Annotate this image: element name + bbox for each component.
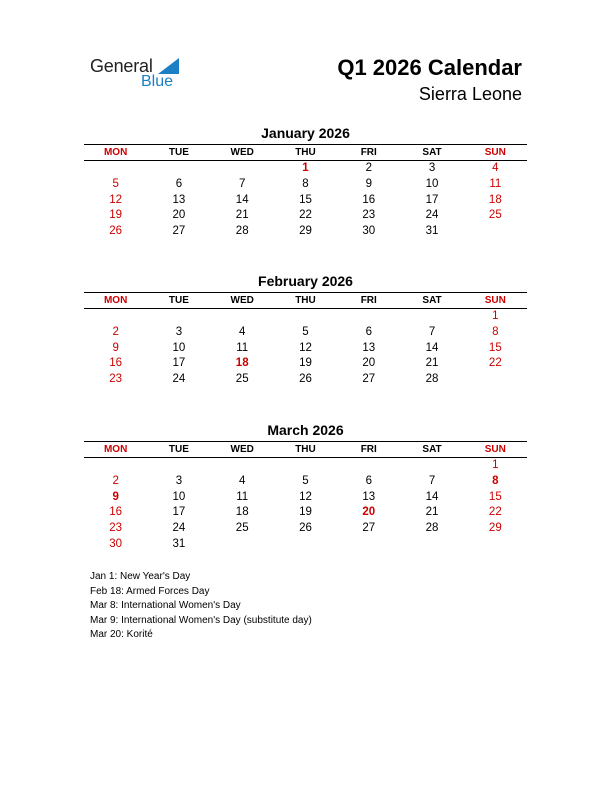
day-cell: 16: [109, 357, 123, 370]
day-cell: 4: [492, 162, 499, 174]
day-cell: 6: [175, 177, 183, 190]
day-cell: 16: [362, 193, 376, 206]
month-january: [84, 124, 527, 240]
empty-cell: [84, 458, 147, 474]
day-cell: 19: [109, 209, 123, 222]
day-cell: 11: [236, 341, 249, 354]
empty-cell: [84, 161, 147, 177]
day-cell: 4: [239, 474, 246, 487]
month-title: January 2026: [261, 125, 350, 141]
day-cell: 25: [235, 373, 249, 386]
holiday-item: Mar 8: International Women's Day: [90, 600, 241, 611]
weekday-label: SAT: [422, 444, 442, 455]
day-cell: 20: [362, 357, 376, 370]
weekday-label: FRI: [360, 147, 377, 158]
day-cell: 11: [489, 177, 502, 190]
empty-cell: [337, 309, 400, 325]
empty-cell: [274, 537, 337, 553]
week-row: [84, 208, 527, 224]
week-row: [84, 372, 527, 388]
holiday-list: [90, 570, 312, 643]
week-row: [84, 177, 527, 193]
day-cell: 6: [365, 325, 372, 338]
weekday-label: MON: [103, 147, 128, 158]
day-cell: 23: [109, 373, 123, 386]
week-row: [84, 356, 527, 372]
logo-blue-text: Blue: [141, 73, 174, 90]
day-cell: 24: [425, 209, 439, 222]
week-row: [84, 490, 527, 506]
day-cell: 21: [425, 506, 439, 519]
page-subtitle: Sierra Leone: [418, 84, 522, 104]
week-row: [84, 224, 527, 240]
weekday-header: [84, 292, 527, 309]
day-cell: 30: [362, 225, 376, 238]
day-cell: 18: [488, 193, 502, 206]
day-cell: 3: [428, 162, 436, 174]
page-title: Q1 2026 Calendar: [337, 55, 522, 80]
month-title: February 2026: [258, 273, 353, 289]
logo-general-text: General: [90, 56, 153, 76]
day-cell: 26: [109, 225, 123, 238]
day-cell: 27: [362, 522, 376, 535]
empty-cell: [84, 309, 147, 325]
holiday-item: Mar 9: International Women's Day (substitute day): [90, 614, 312, 626]
weekday-label: SUN: [484, 295, 506, 306]
day-cell: 20: [362, 506, 376, 519]
day-cell: 21: [235, 209, 249, 222]
empty-cell: [337, 537, 400, 553]
week-row: [84, 474, 527, 490]
day-cell: 15: [299, 193, 312, 206]
day-cell: 5: [302, 325, 309, 338]
day-cell: 22: [488, 357, 502, 370]
day-cell: 26: [299, 373, 312, 386]
week-row: [84, 193, 527, 209]
day-cell: 24: [172, 373, 186, 386]
day-cell: 12: [109, 193, 123, 206]
day-cell: 30: [109, 537, 123, 550]
day-cell: 4: [239, 325, 246, 338]
day-cell: 28: [235, 225, 249, 238]
weekday-label: TUE: [168, 147, 189, 158]
day-cell: 25: [235, 522, 249, 535]
weekday-label: WED: [230, 295, 254, 306]
weekday-label: TUE: [168, 444, 189, 455]
day-cell: 12: [299, 490, 312, 503]
empty-cell: [211, 537, 274, 553]
weekday-label: THU: [295, 444, 316, 455]
day-cell: 9: [365, 177, 372, 190]
day-cell: 11: [236, 490, 249, 503]
empty-cell: [400, 537, 463, 553]
day-cell: 7: [428, 474, 436, 487]
week-row: [84, 521, 527, 537]
day-cell: 31: [172, 537, 186, 550]
empty-cell: [464, 372, 527, 388]
day-cell: 17: [425, 193, 439, 206]
empty-cell: [211, 309, 274, 325]
day-cell: 2: [112, 474, 119, 487]
day-cell: 9: [112, 490, 119, 503]
weekday-label: SUN: [484, 147, 506, 158]
empty-cell: [274, 309, 337, 325]
weekday-label: SUN: [484, 444, 506, 455]
empty-cell: [464, 537, 527, 553]
day-cell: 15: [488, 341, 502, 354]
empty-cell: [147, 458, 210, 474]
month-february: [84, 272, 527, 388]
day-cell: 8: [492, 325, 499, 338]
week-row: [84, 325, 527, 341]
day-cell: 7: [239, 177, 246, 190]
day-cell: 1: [492, 459, 499, 471]
day-cell: 10: [172, 490, 186, 503]
day-cell: 9: [112, 341, 119, 354]
weekday-label: THU: [295, 295, 316, 306]
day-cell: 29: [488, 522, 502, 535]
day-cell: 10: [172, 341, 186, 354]
week-row: [84, 505, 527, 521]
day-cell: 23: [109, 522, 123, 535]
day-cell: 21: [425, 357, 439, 370]
week-row: [84, 309, 527, 325]
holiday-item: Mar 20: Korité: [90, 629, 153, 640]
brand-logo: [90, 56, 200, 96]
day-cell: 6: [365, 474, 372, 487]
empty-cell: [337, 458, 400, 474]
week-row: [84, 458, 527, 474]
weekday-label: MON: [103, 444, 128, 455]
day-cell: 3: [175, 325, 183, 338]
day-cell: 13: [362, 490, 376, 503]
day-cell: 5: [302, 474, 309, 487]
weekday-header: [84, 441, 527, 458]
day-cell: 14: [425, 341, 439, 354]
day-cell: 28: [425, 522, 439, 535]
day-cell: 19: [299, 506, 312, 519]
empty-cell: [147, 161, 210, 177]
day-cell: 19: [299, 357, 312, 370]
day-cell: 28: [425, 373, 439, 386]
day-cell: 18: [235, 506, 249, 519]
day-cell: 20: [172, 209, 186, 222]
day-cell: 8: [492, 474, 499, 487]
day-cell: 24: [172, 522, 186, 535]
day-cell: 2: [365, 162, 372, 174]
day-cell: 15: [488, 490, 502, 503]
day-cell: 3: [175, 474, 183, 487]
empty-cell: [464, 224, 527, 240]
day-cell: 13: [362, 341, 376, 354]
day-cell: 1: [302, 162, 309, 174]
day-cell: 22: [488, 506, 502, 519]
day-cell: 13: [172, 193, 186, 206]
day-cell: 1: [492, 310, 499, 322]
weekday-label: FRI: [360, 444, 377, 455]
empty-cell: [274, 458, 337, 474]
empty-cell: [211, 458, 274, 474]
week-row: [84, 537, 527, 553]
weekday-label: TUE: [168, 295, 189, 306]
logo-triangle-icon: [158, 58, 179, 74]
month-title: March 2026: [267, 422, 344, 438]
holiday-item: Feb 18: Armed Forces Day: [90, 585, 210, 597]
day-cell: 17: [172, 506, 186, 519]
day-cell: 10: [425, 177, 439, 190]
empty-cell: [400, 458, 463, 474]
day-cell: 31: [425, 225, 439, 238]
day-cell: 23: [362, 209, 376, 222]
empty-cell: [400, 309, 463, 325]
weekday-label: SAT: [422, 147, 442, 158]
day-cell: 16: [109, 506, 123, 519]
holiday-item: Jan 1: New Year's Day: [90, 571, 191, 582]
empty-cell: [147, 309, 210, 325]
day-cell: 7: [428, 325, 436, 338]
day-cell: 12: [299, 341, 312, 354]
week-row: [84, 161, 527, 177]
weekday-label: WED: [230, 444, 254, 455]
empty-cell: [211, 161, 274, 177]
day-cell: 22: [299, 209, 312, 222]
weekday-label: WED: [230, 147, 254, 158]
weekday-label: SAT: [422, 295, 442, 306]
day-cell: 29: [299, 225, 312, 238]
day-cell: 25: [488, 209, 502, 222]
day-cell: 27: [172, 225, 186, 238]
weekday-header: [84, 144, 527, 161]
weekday-label: MON: [103, 295, 128, 306]
week-row: [84, 341, 527, 357]
day-cell: 17: [172, 357, 186, 370]
day-cell: 18: [235, 357, 249, 370]
day-cell: 8: [302, 177, 309, 190]
day-cell: 27: [362, 373, 376, 386]
day-cell: 5: [112, 177, 119, 190]
weekday-label: THU: [295, 147, 316, 158]
month-march: [84, 421, 527, 553]
weekday-label: FRI: [360, 295, 377, 306]
day-cell: 2: [112, 325, 119, 338]
day-cell: 26: [299, 522, 312, 535]
day-cell: 14: [235, 193, 249, 206]
day-cell: 14: [425, 490, 439, 503]
